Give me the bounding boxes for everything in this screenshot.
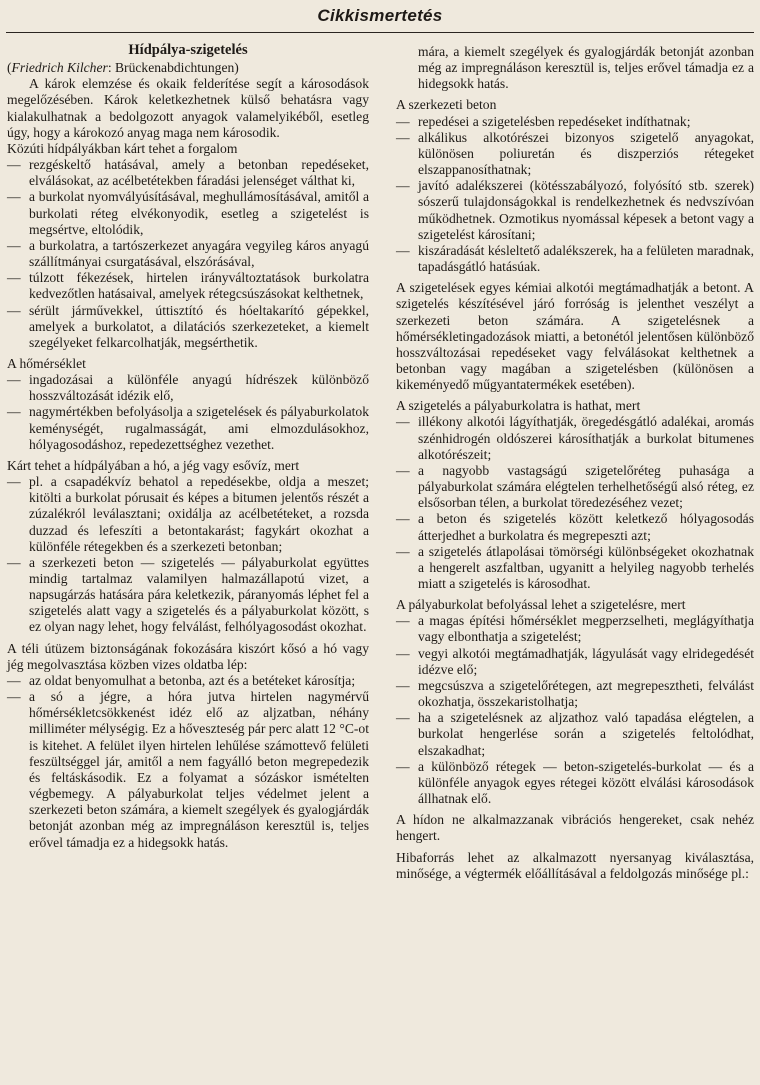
list-item: — a burkolatra, a tartószerkezet anyagára vegyileg káros anyagú szállítmányai csurgatásával, elszórásával, — [7, 238, 369, 270]
header-divider — [6, 32, 754, 33]
list-item: — vegyi alkotói megtámadhatják, lágyulását vagy elridegedését idézve elő; — [396, 646, 754, 678]
list-item: — illékony alkotói lágyíthatják, öregedésgátló adalékai, aromás szénhidrogén oldószerei károsíthatják a burkolat bitumenes alkotórészeit; — [396, 414, 754, 462]
left-column — [7, 40, 369, 850]
traffic-list — [7, 157, 369, 351]
error-source-paragraph: Hibaforrás lehet az alkalmazott nyersanyag kiválasztása, minősége, a végtermék előállításával a feldolgozás minősége pl.: — [396, 849, 754, 881]
temperature-list — [7, 372, 369, 453]
list-item: — a só a jégre, a hóra jutva hirtelen nagymérvű hőmérsékletcsökkenést idéz elő az aljzatban, néhány milliméter mélységig. Ez a hőveszteség pár perc alatt 12 °C-ot is kitehet. A felület ilyen hirtelen lehűlése számottevő felületi feszültséggel jár, amitől a nem fagyálló beton megrepedezik és feltáskásodik. Ez a folyamat a sózáskor ismételten végbemegy. A pályaburkolat teljes védelmet jelent a szerkezeti beton számára, a kiemelt szegélyek és gyalogjárdák betonját azonban még az impregnáláson keresztül is, teljes erővel támadja ez a hidegsokk hatás. — [7, 689, 369, 802]
temperature-lead: A hőmérséklet — [7, 355, 86, 371]
source-title: : Brückenabdichtungen) — [107, 60, 239, 76]
list-item: — megcsúszva a szigetelőrétegen, azt megrepesztheti, felválást okozhatja, összekaristolhatja; — [396, 678, 754, 710]
list-item: — a szigetelés átlapolásai tömörségi különbségeket okozhatnak a hengerelt aszfaltban, ugyanitt a helyileg nagyobb terhelés miatt a szigetelés is károsodhat. — [396, 544, 754, 592]
concrete-lead: A szerkezeti beton — [396, 97, 497, 113]
list-item: — rezgéskeltő hatásával, amely a betonban repedéseket, elválásokat, az acélbetétekben fáradási jelenséget válthat ki, — [7, 157, 369, 189]
winter-lead: A téli útüzem biztonságának fokozására kiszórt kősó a hó vagy jég megolvasztása közben vizes oldatba lép: — [7, 640, 369, 672]
list-item: — a szerkezeti beton — szigetelés — pályaburkolat együttes mindig tartalmaz valamilyen halmazállapotú vizet, a napsugárzás hatására pára keletkezik, páranyomás léphet fel a szigetelés alatt vagy a szigetelés és a pályaburkolat között, s ez olyan nagy lehet, hogy felválást, felhólyagosodást okozhat. — [7, 555, 369, 636]
intro-paragraph: A károk elemzése és okaik felderítése segít a károsodások megelőzésében. Károk keletkezhetnek külső behatásra vagy kialakulhatnak a bedolgozott anyagok valamelyikéből, esetleg úgy, hogy a károkozó anyag maga nem károsodik. — [7, 76, 369, 140]
list-item: — alkálikus alkotórészei bizonyos szigetelő anyagokat, különösen poliuretán és diszperziós rétegeket elszappanosíthatnak; — [396, 130, 754, 178]
list-item: — sérült járművekkel, úttisztító és hóeltakarító gépekkel, amelyek a burkolatot, a dilatációs szerkezeteket, a kiemelt szegélyeket felkarcolhatják, megsérthetik. — [7, 303, 369, 351]
list-item: — ingadozásai a különféle anyagú hídrészek különböző hosszváltozását idézik elő, — [7, 372, 369, 404]
chemistry-paragraph: A szigetelések egyes kémiai alkotói megtámadhatják a betont. A szigetelés készítésével járó forróság is jelenthet veszélyt a szerkezeti beton számára. A szigetelésnek a hőmérsékletingadozások miatti, a betonétól jelentősen különböző hosszváltozásai repedéseket vagy felválásokat kelthetnek a betonban vagy magában a szigetelésben (különösen a kikeményedő műgyantatermékek esetében). — [396, 280, 754, 393]
article-title: Hídpálya-szigetelés — [128, 42, 248, 58]
list-item: — a beton és szigetelés között keletkező hólyagosodás átterjedhet a burkolatra és megrepeszti azt; — [396, 511, 754, 543]
source-author: Friedrich Kilcher — [11, 60, 108, 76]
list-item: — a nagyobb vastagságú szigetelőréteg puhasága a pályaburkolat számára elégtelen terhelhetőségű alsó réteg, ez elsősorban télen, a burkolat töredezéséhez vezet; — [396, 463, 754, 511]
snow-list — [7, 474, 369, 636]
list-item: — a magas építési hőmérséklet megperzselheti, meglágyíthatja vagy elbonthatja a szigetelést; — [396, 613, 754, 645]
section-header: Cikkismertetés — [317, 6, 443, 25]
winter-continuation: mára, a kiemelt szegélyek és gyalogjárdák betonját azonban még az impregnáláson keresztül is, teljes erővel támadja ez a hidegsokk hatás. — [418, 44, 754, 92]
list-item: — javító adalékszerei (kötésszabályozó, folyósító stb. szerek) sószerű tulajdonságokkal is rendelkezhetnek és nedvszívóan működhetnek. Ozmotikus nyomással képesek a betont vagy a szigetelést károsítani; — [396, 178, 754, 243]
list-item: — ha a szigetelésnek az aljzathoz való tapadása elégtelen, a burkolat hengerlése során a szigetelés feltolódhat, elszakadhat; — [396, 710, 754, 758]
burkolat-lead: A pályaburkolat befolyással lehet a szigetelésre, mert — [396, 597, 686, 613]
article-source — [7, 60, 369, 76]
list-item: — pl. a csapadékvíz behatol a repedésekbe, oldja a meszet; kitölti a burkolat pórusait és képes a bitumen jelentős részét a zúzalékról leválasztani; oxidálja az acélbetéteket, a rozsda duzzad és lefeszíti a betontakarást; fagykárt okozhat a különféle rétegekben és a szerkezeti betonban; — [7, 474, 369, 555]
paving-list — [396, 414, 754, 592]
list-item: — túlzott fékezések, hirtelen irányváltoztatások burkolatra kedvezőtlen hatásaival, amelyek rétegcsúszásokat kelthetnek, — [7, 270, 369, 302]
list-item: — repedései a szigetelésben repedéseket indíthatnak; — [396, 114, 754, 130]
list-item: — az oldat benyomulhat a betonba, azt és a betéteket károsítja; — [7, 673, 369, 689]
list-item: — nagymértékben befolyásolja a szigetelések és pályaburkolatok keménységét, rugalmasságát, ami elmozdulásokhoz, hólyagosodáshoz, repedezettséghez vezethet. — [7, 404, 369, 452]
winter-list — [7, 672, 369, 850]
list-item: — a különböző rétegek — beton-szigetelés-burkolat — és a különféle anyagok egyes rétegei között elválási károsodások állhatnak elő. — [396, 759, 754, 807]
concrete-list — [396, 114, 754, 276]
list-item: — a burkolat nyomvályúsításával, meghullámosításával, amitől a burkolati réteg elvékonyodik, esetleg a szigetelést is megsértve, eltolódik, — [7, 189, 369, 237]
vibration-paragraph: A hídon ne alkalmazzanak vibrációs hengereket, csak nehéz hengert. — [396, 812, 754, 844]
snow-lead: Kárt tehet a hídpályában a hó, a jég vagy esővíz, mert — [7, 457, 300, 473]
burkolat-list — [396, 613, 754, 807]
source-open: ( — [7, 60, 12, 76]
paving-lead: A szigetelés a pályaburkolatra is hathat, mert — [396, 398, 641, 414]
right-column — [396, 44, 754, 882]
traffic-lead: Közúti hídpályákban kárt tehet a forgalom — [7, 140, 238, 156]
list-item: — kiszáradását késleltető adalékszerek, ha a felületen maradnak, tapadásgátló hatásúak. — [396, 243, 754, 275]
